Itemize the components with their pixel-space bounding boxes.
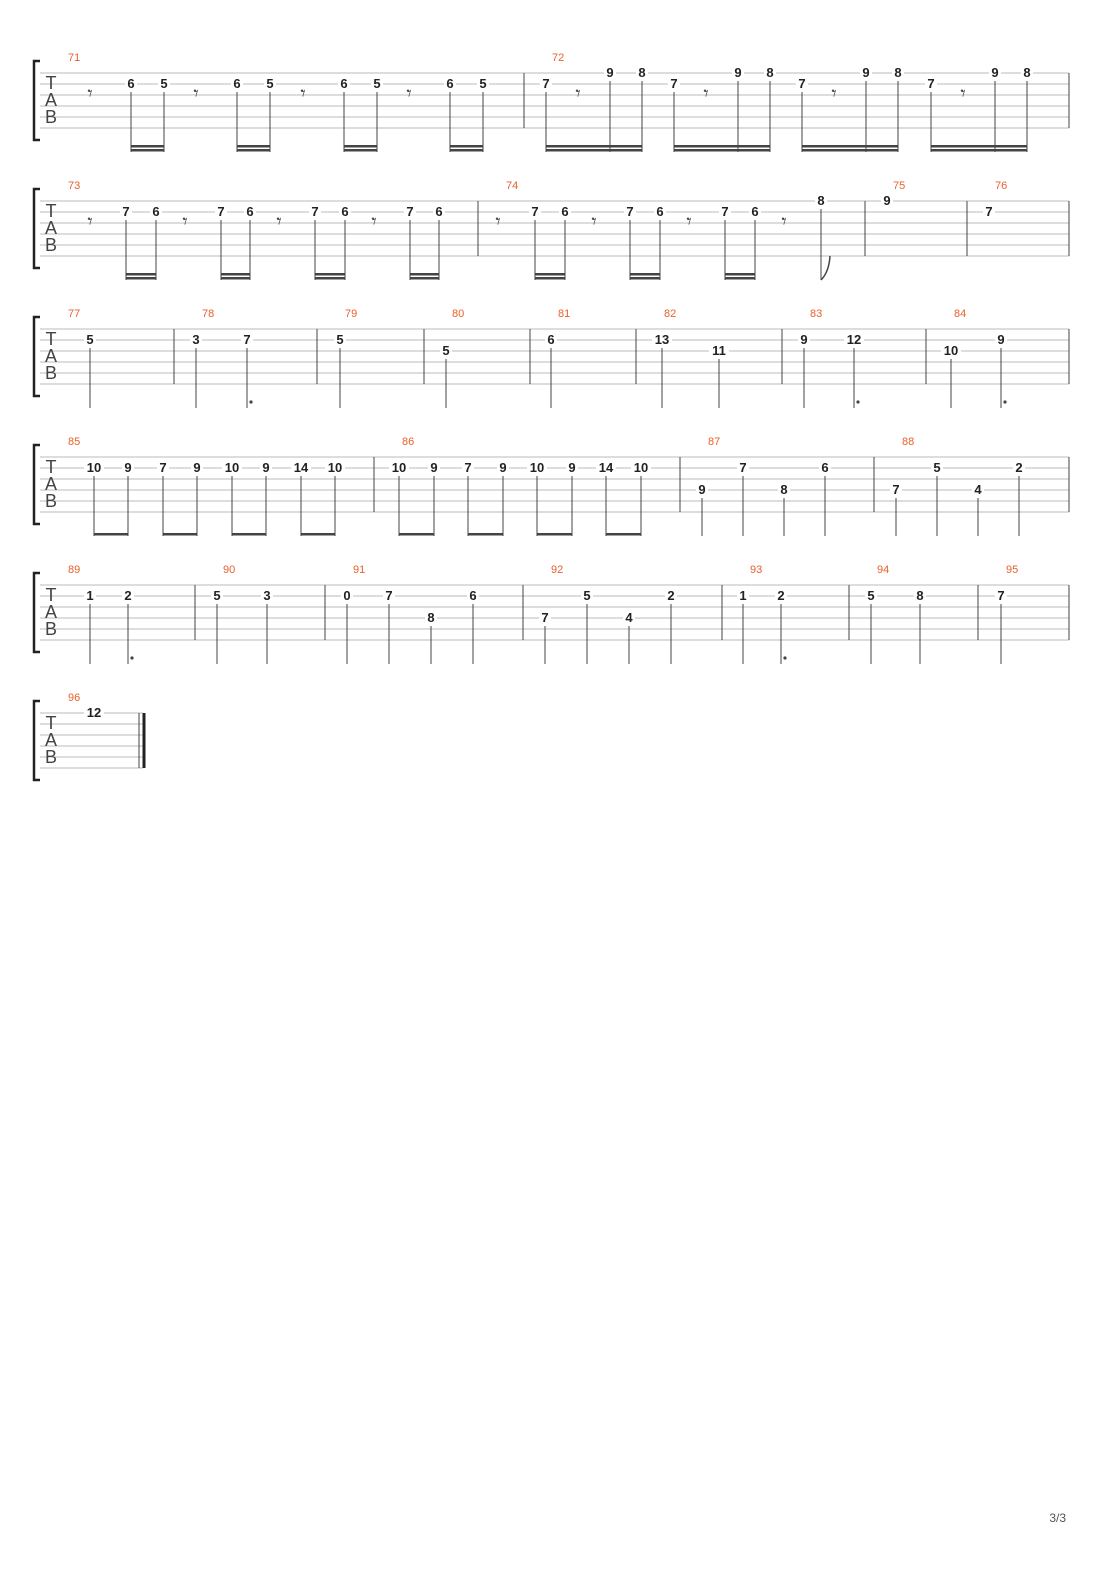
- measure-number: 88: [902, 436, 915, 448]
- measure-number: 76: [995, 180, 1008, 192]
- fret-number: 13: [654, 332, 670, 347]
- rest-symbol: 𝄾: [406, 81, 412, 105]
- measure-number: 96: [68, 692, 81, 704]
- rest-symbol: 𝄾: [87, 209, 93, 233]
- fret-number: 6: [246, 204, 254, 219]
- rest-symbol: 𝄾: [703, 81, 709, 105]
- beam: [237, 145, 270, 148]
- fret-number: 10: [86, 460, 102, 475]
- beam: [606, 533, 641, 536]
- augmentation-dot: [130, 656, 133, 659]
- beam: [674, 145, 770, 148]
- measure-number: 78: [202, 308, 215, 320]
- tab-clef-letter: T: [45, 329, 57, 349]
- tab-clef-letter: A: [44, 346, 58, 366]
- measure-number: 82: [664, 308, 677, 320]
- measure-number: 84: [954, 308, 967, 320]
- beam: [450, 149, 483, 152]
- fret-number: 2: [777, 588, 785, 603]
- fret-number: 6: [561, 204, 569, 219]
- fret-number: 6: [341, 204, 349, 219]
- fret-number: 8: [1023, 65, 1031, 80]
- system-bracket: [34, 61, 40, 140]
- fret-number: 6: [127, 76, 135, 91]
- fret-number: 4: [974, 482, 982, 497]
- fret-number: 6: [751, 204, 759, 219]
- tab-system: [34, 308, 1069, 408]
- tab-clef-letter: A: [44, 90, 58, 110]
- beam: [630, 277, 660, 280]
- measure-number: 72: [552, 52, 565, 64]
- fret-number: 7: [739, 460, 747, 475]
- tab-clef-letter: A: [44, 602, 58, 622]
- fret-number: 5: [479, 76, 487, 91]
- fret-number: 7: [541, 610, 549, 625]
- measure-number: 93: [750, 564, 763, 576]
- tab-clef-letter: A: [44, 218, 58, 238]
- beam: [802, 145, 898, 148]
- fret-number: 8: [638, 65, 646, 80]
- tab-clef-letter: B: [44, 363, 58, 383]
- augmentation-dot: [249, 400, 252, 403]
- fret-number: 9: [883, 193, 891, 208]
- measure-number: 91: [353, 564, 366, 576]
- fret-number: 1: [739, 588, 747, 603]
- tab-system: [34, 564, 1069, 664]
- rest-symbol: 𝄾: [686, 209, 692, 233]
- measure-number: 92: [551, 564, 564, 576]
- measure-number: 83: [810, 308, 823, 320]
- fret-number: 3: [263, 588, 271, 603]
- beam: [232, 533, 266, 536]
- rest-symbol: 𝄾: [831, 81, 837, 105]
- fret-number: 9: [991, 65, 999, 80]
- fret-number: 2: [1015, 460, 1023, 475]
- measure-number: 77: [68, 308, 81, 320]
- fret-number: 7: [985, 204, 993, 219]
- system-bracket: [34, 445, 40, 524]
- rest-symbol: 𝄾: [781, 209, 787, 233]
- fret-number: 7: [159, 460, 167, 475]
- beam: [301, 533, 335, 536]
- fret-number: 7: [464, 460, 472, 475]
- system-bracket: [34, 573, 40, 652]
- augmentation-dot: [1003, 400, 1006, 403]
- beam: [450, 145, 483, 148]
- beam: [315, 273, 345, 276]
- tab-clef-letter: T: [45, 585, 57, 605]
- beam: [468, 533, 503, 536]
- measure-number: 75: [893, 180, 906, 192]
- fret-number: 9: [499, 460, 507, 475]
- system-bracket: [34, 317, 40, 396]
- beam: [399, 533, 434, 536]
- fret-number: 7: [626, 204, 634, 219]
- rest-symbol: 𝄾: [960, 81, 966, 105]
- rest-symbol: 𝄾: [591, 209, 597, 233]
- measure-number: 71: [68, 52, 81, 64]
- measure-number: 90: [223, 564, 236, 576]
- rest-symbol: 𝄾: [193, 81, 199, 105]
- fret-number: 5: [266, 76, 274, 91]
- measure-number: 81: [558, 308, 571, 320]
- beam: [802, 149, 898, 152]
- fret-number: 7: [311, 204, 319, 219]
- fret-number: 8: [916, 588, 924, 603]
- fret-number: 5: [583, 588, 591, 603]
- fret-number: 9: [734, 65, 742, 80]
- tab-system: [34, 180, 1069, 268]
- note-flag: [821, 256, 830, 280]
- fret-number: 3: [192, 332, 200, 347]
- measure-number: 87: [708, 436, 721, 448]
- fret-number: 2: [124, 588, 132, 603]
- measure-number: 73: [68, 180, 81, 192]
- fret-number: 6: [340, 76, 348, 91]
- fret-number: 12: [86, 705, 102, 720]
- beam: [131, 149, 164, 152]
- rest-symbol: 𝄾: [495, 209, 501, 233]
- fret-number: 7: [531, 204, 539, 219]
- fret-number: 9: [193, 460, 201, 475]
- fret-number: 6: [547, 332, 555, 347]
- measure-number: 94: [877, 564, 890, 576]
- fret-number: 6: [469, 588, 477, 603]
- augmentation-dot: [856, 400, 859, 403]
- fret-number: 8: [894, 65, 902, 80]
- system-bracket: [34, 701, 40, 780]
- fret-number: 10: [529, 460, 545, 475]
- beam: [94, 533, 128, 536]
- beam: [131, 145, 164, 148]
- beam: [344, 149, 377, 152]
- rest-symbol: 𝄾: [276, 209, 282, 233]
- fret-number: 8: [427, 610, 435, 625]
- beam: [725, 277, 755, 280]
- fret-number: 7: [927, 76, 935, 91]
- fret-number: 14: [598, 460, 614, 475]
- fret-number: 4: [625, 610, 633, 625]
- rest-symbol: 𝄾: [300, 81, 306, 105]
- fret-number: 9: [568, 460, 576, 475]
- fret-number: 8: [817, 193, 825, 208]
- beam: [546, 145, 642, 148]
- page-number: 3/3: [1049, 1511, 1066, 1525]
- fret-number: 9: [124, 460, 132, 475]
- beam: [674, 149, 770, 152]
- fret-number: 7: [243, 332, 251, 347]
- fret-number: 7: [670, 76, 678, 91]
- fret-number: 6: [435, 204, 443, 219]
- beam: [221, 277, 250, 280]
- fret-number: 6: [656, 204, 664, 219]
- beam: [931, 149, 1027, 152]
- fret-number: 6: [152, 204, 160, 219]
- fret-number: 1: [86, 588, 94, 603]
- beam: [630, 273, 660, 276]
- beam: [344, 145, 377, 148]
- fret-number: 10: [224, 460, 240, 475]
- measure-number: 95: [1006, 564, 1019, 576]
- tab-clef-letter: B: [44, 619, 58, 639]
- fret-number: 6: [446, 76, 454, 91]
- fret-number: 7: [217, 204, 225, 219]
- tab-clef-letter: T: [45, 713, 57, 733]
- fret-number: 5: [867, 588, 875, 603]
- system-bracket: [34, 189, 40, 268]
- measure-number: 80: [452, 308, 465, 320]
- rest-symbol: 𝄾: [182, 209, 188, 233]
- beam: [410, 273, 439, 276]
- beam: [237, 149, 270, 152]
- beam: [931, 145, 1027, 148]
- beam: [126, 273, 156, 276]
- fret-number: 9: [862, 65, 870, 80]
- fret-number: 12: [846, 332, 862, 347]
- fret-number: 9: [698, 482, 706, 497]
- fret-number: 11: [712, 343, 726, 358]
- beam: [546, 149, 642, 152]
- tab-clef-letter: T: [45, 457, 57, 477]
- tab-clef-letter: B: [44, 235, 58, 255]
- fret-number: 8: [766, 65, 774, 80]
- fret-number: 7: [997, 588, 1005, 603]
- measure-number: 85: [68, 436, 81, 448]
- augmentation-dot: [783, 656, 786, 659]
- measure-number: 79: [345, 308, 358, 320]
- tab-clef-letter: T: [45, 73, 57, 93]
- fret-number: 7: [406, 204, 414, 219]
- fret-number: 6: [821, 460, 829, 475]
- fret-number: 14: [293, 460, 309, 475]
- tab-clef-letter: B: [44, 107, 58, 127]
- fret-number: 5: [86, 332, 94, 347]
- fret-number: 9: [430, 460, 438, 475]
- fret-number: 7: [798, 76, 806, 91]
- fret-number: 5: [336, 332, 344, 347]
- fret-number: 5: [442, 343, 450, 358]
- beam: [537, 533, 572, 536]
- fret-number: 2: [667, 588, 675, 603]
- fret-number: 5: [160, 76, 168, 91]
- beam: [163, 533, 197, 536]
- beam: [410, 277, 439, 280]
- measure-number: 74: [506, 180, 519, 192]
- beam: [315, 277, 345, 280]
- fret-number: 0: [343, 588, 351, 603]
- tab-clef-letter: A: [44, 730, 58, 750]
- fret-number: 9: [262, 460, 270, 475]
- beam: [535, 277, 565, 280]
- fret-number: 9: [606, 65, 614, 80]
- fret-number: 7: [892, 482, 900, 497]
- fret-number: 10: [633, 460, 649, 475]
- measure-number: 89: [68, 564, 81, 576]
- beam: [126, 277, 156, 280]
- rest-symbol: 𝄾: [87, 81, 93, 105]
- fret-number: 8: [780, 482, 788, 497]
- tab-system: [34, 692, 144, 780]
- tab-clef-letter: T: [45, 201, 57, 221]
- beam: [535, 273, 565, 276]
- fret-number: 5: [933, 460, 941, 475]
- fret-number: 9: [800, 332, 808, 347]
- rest-symbol: 𝄾: [575, 81, 581, 105]
- fret-number: 5: [213, 588, 221, 603]
- tab-clef-letter: A: [44, 474, 58, 494]
- beam: [221, 273, 250, 276]
- fret-number: 7: [542, 76, 550, 91]
- tab-clef-letter: B: [44, 491, 58, 511]
- fret-number: 7: [122, 204, 130, 219]
- beam: [725, 273, 755, 276]
- fret-number: 9: [997, 332, 1005, 347]
- fret-number: 7: [721, 204, 729, 219]
- fret-number: 6: [233, 76, 241, 91]
- fret-number: 10: [391, 460, 407, 475]
- fret-number: 7: [385, 588, 393, 603]
- tab-system: [34, 52, 1069, 140]
- measure-number: 86: [402, 436, 415, 448]
- fret-number: 10: [327, 460, 343, 475]
- fret-number: 10: [943, 343, 959, 358]
- tab-system: [34, 436, 1069, 536]
- tab-clef-letter: B: [44, 747, 58, 767]
- fret-number: 5: [373, 76, 381, 91]
- rest-symbol: 𝄾: [371, 209, 377, 233]
